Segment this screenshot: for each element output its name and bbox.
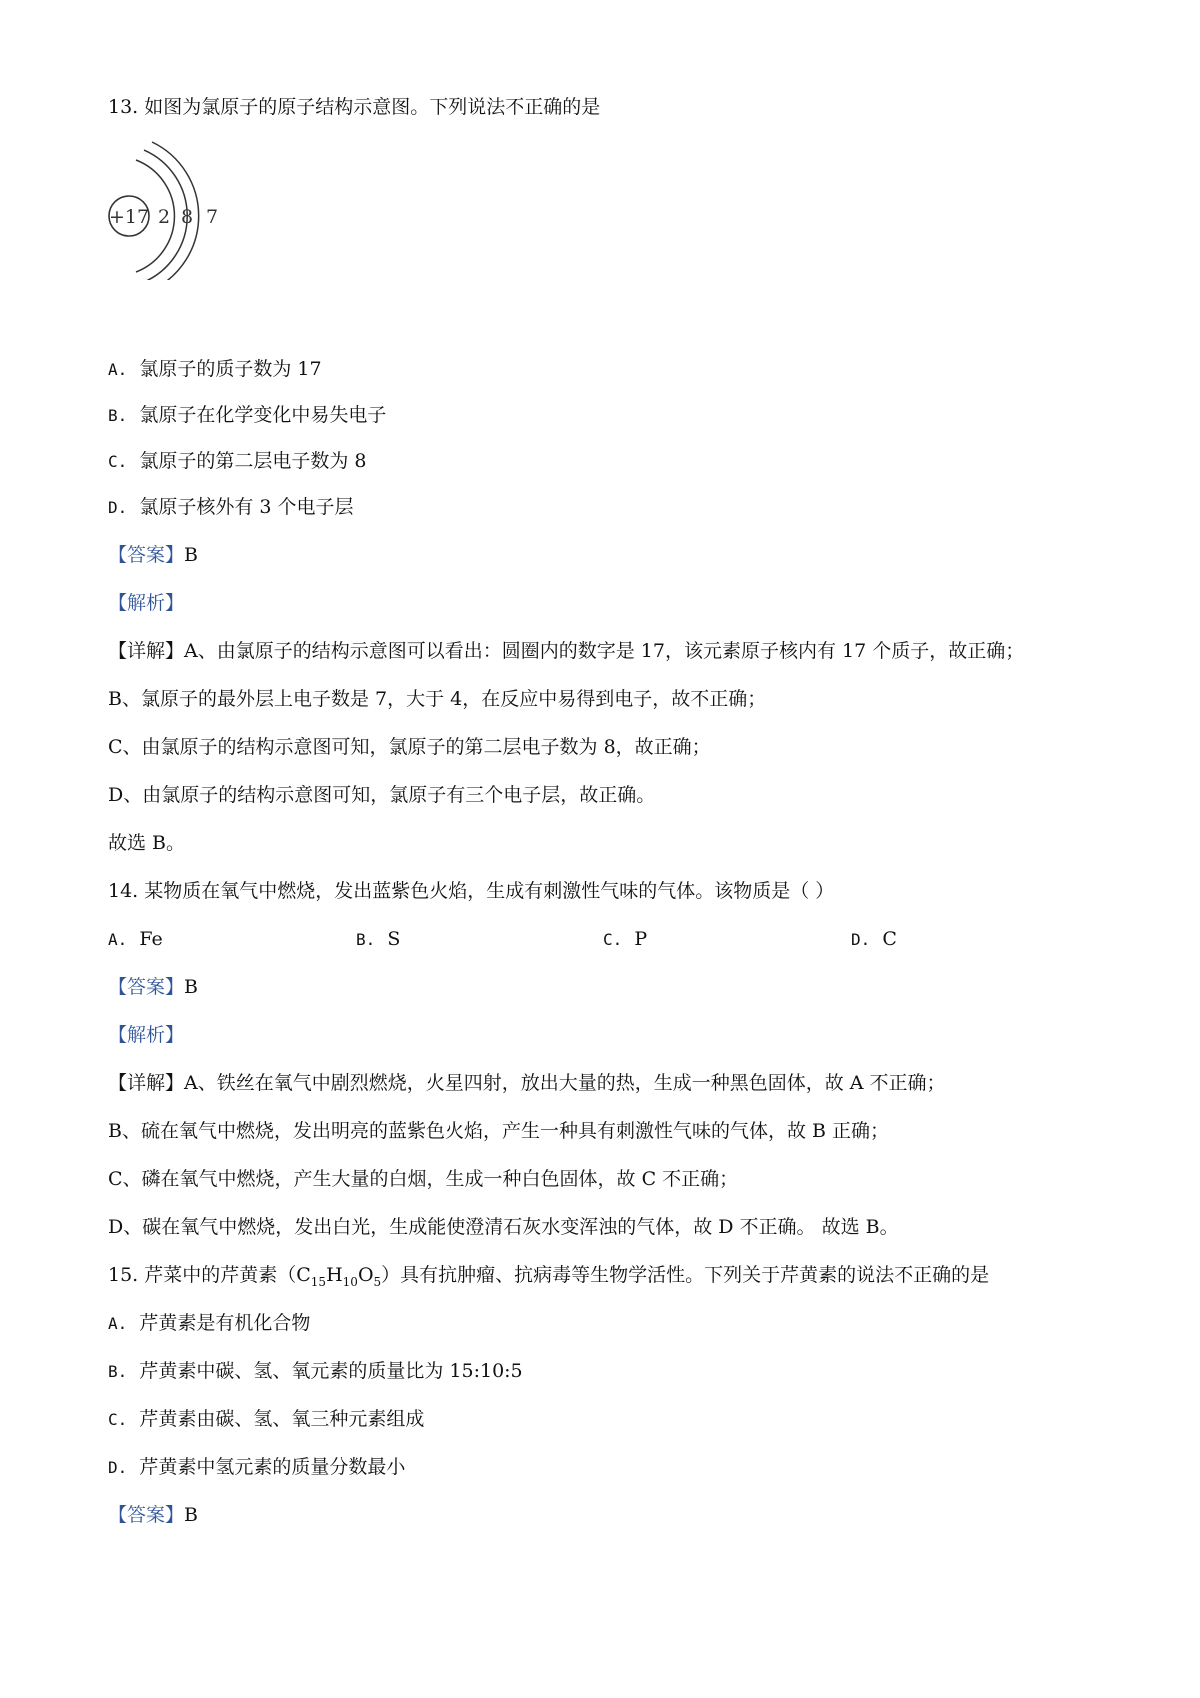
q15-option-b: B. 芹黄素中碳、氢、氧元素的质量比为 15:10:5 [108,1360,523,1382]
q13-detail-line-4: D、由氯原子的结构示意图可知，氯原子有三个电子层，故正确。 [108,784,656,806]
q14-answer: 【答案】B [108,976,198,998]
q13-analysis-heading: 【解析】 [108,592,185,614]
q13-conclusion: 故选 B。 [108,832,186,854]
q13-option-d: D. 氯原子核外有 3 个电子层 [108,496,354,518]
q14-detail-line-2: B、硫在氧气中燃烧，发出明亮的蓝紫色火焰，产生一种具有刺激性气味的气体，故 B 正确； [108,1120,890,1142]
q14-stem: 14. 某物质在氧气中燃烧，发出蓝紫色火焰，生成有刺激性气味的气体。该物质是（ ） [108,880,835,902]
q13-stem: 13. 如图为氯原子的原子结构示意图。下列说法不正确的是 [108,96,601,118]
shell-3-count: 7 [205,206,219,228]
q14-option-a: A. Fe [108,928,163,950]
q14-analysis-heading: 【解析】 [108,1024,185,1046]
q14-detail-line-3: C、磷在氧气中燃烧，产生大量的白烟，生成一种白色固体，故 C 不正确； [108,1168,739,1190]
q13-answer: 【答案】B [108,544,198,566]
q15-option-a: A. 芹黄素是有机化合物 [108,1312,311,1334]
q14-option-b: B. S [356,928,401,950]
q15-option-c: C. 芹黄素由碳、氢、氧三种元素组成 [108,1408,425,1430]
q13-detail-line-2: B、氯原子的最外层上电子数是 7，大于 4，在反应中易得到电子，故不正确； [108,688,767,710]
q13-option-c: C. 氯原子的第二层电子数为 8 [108,450,367,472]
q13-option-a: A. 氯原子的质子数为 17 [108,358,322,380]
shell-2-count: 8 [180,206,194,228]
q13-detail-line-1: 【详解】A、由氯原子的结构示意图可以看出：圆圈内的数字是 17，该元素原子核内有 17 个质子，故正确； [108,640,1025,662]
atom-structure-diagram [108,140,228,280]
nucleus-charge: +17 [108,206,150,228]
q14-detail-line-1: 【详解】A、铁丝在氧气中剧烈燃烧，火星四射，放出大量的热，生成一种黑色固体，故 A 不正确； [108,1072,946,1094]
q15-answer: 【答案】B [108,1504,198,1526]
q14-option-c: C. P [603,928,648,950]
q14-option-d: D. C [851,928,897,950]
q15-option-d: D. 芹黄素中氢元素的质量分数最小 [108,1456,406,1478]
q15-stem: 15. 芹菜中的芹黄素$(C_{15}H_{10}O_5)$具有抗肿瘤、抗病毒等生物学活性。下列关于芹黄素的说法不正确的是 [108,1264,990,1289]
shell-1-count: 2 [157,206,171,228]
q13-detail-line-3: C、由氯原子的结构示意图可知，氯原子的第二层电子数为 8，故正确； [108,736,711,758]
q14-detail-line-4: D、碳在氧气中燃烧，发出白光，生成能使澄清石灰水变浑浊的气体，故 D 不正确。 故选 B。 [108,1216,899,1238]
q13-option-b: B. 氯原子在化学变化中易失电子 [108,404,387,426]
